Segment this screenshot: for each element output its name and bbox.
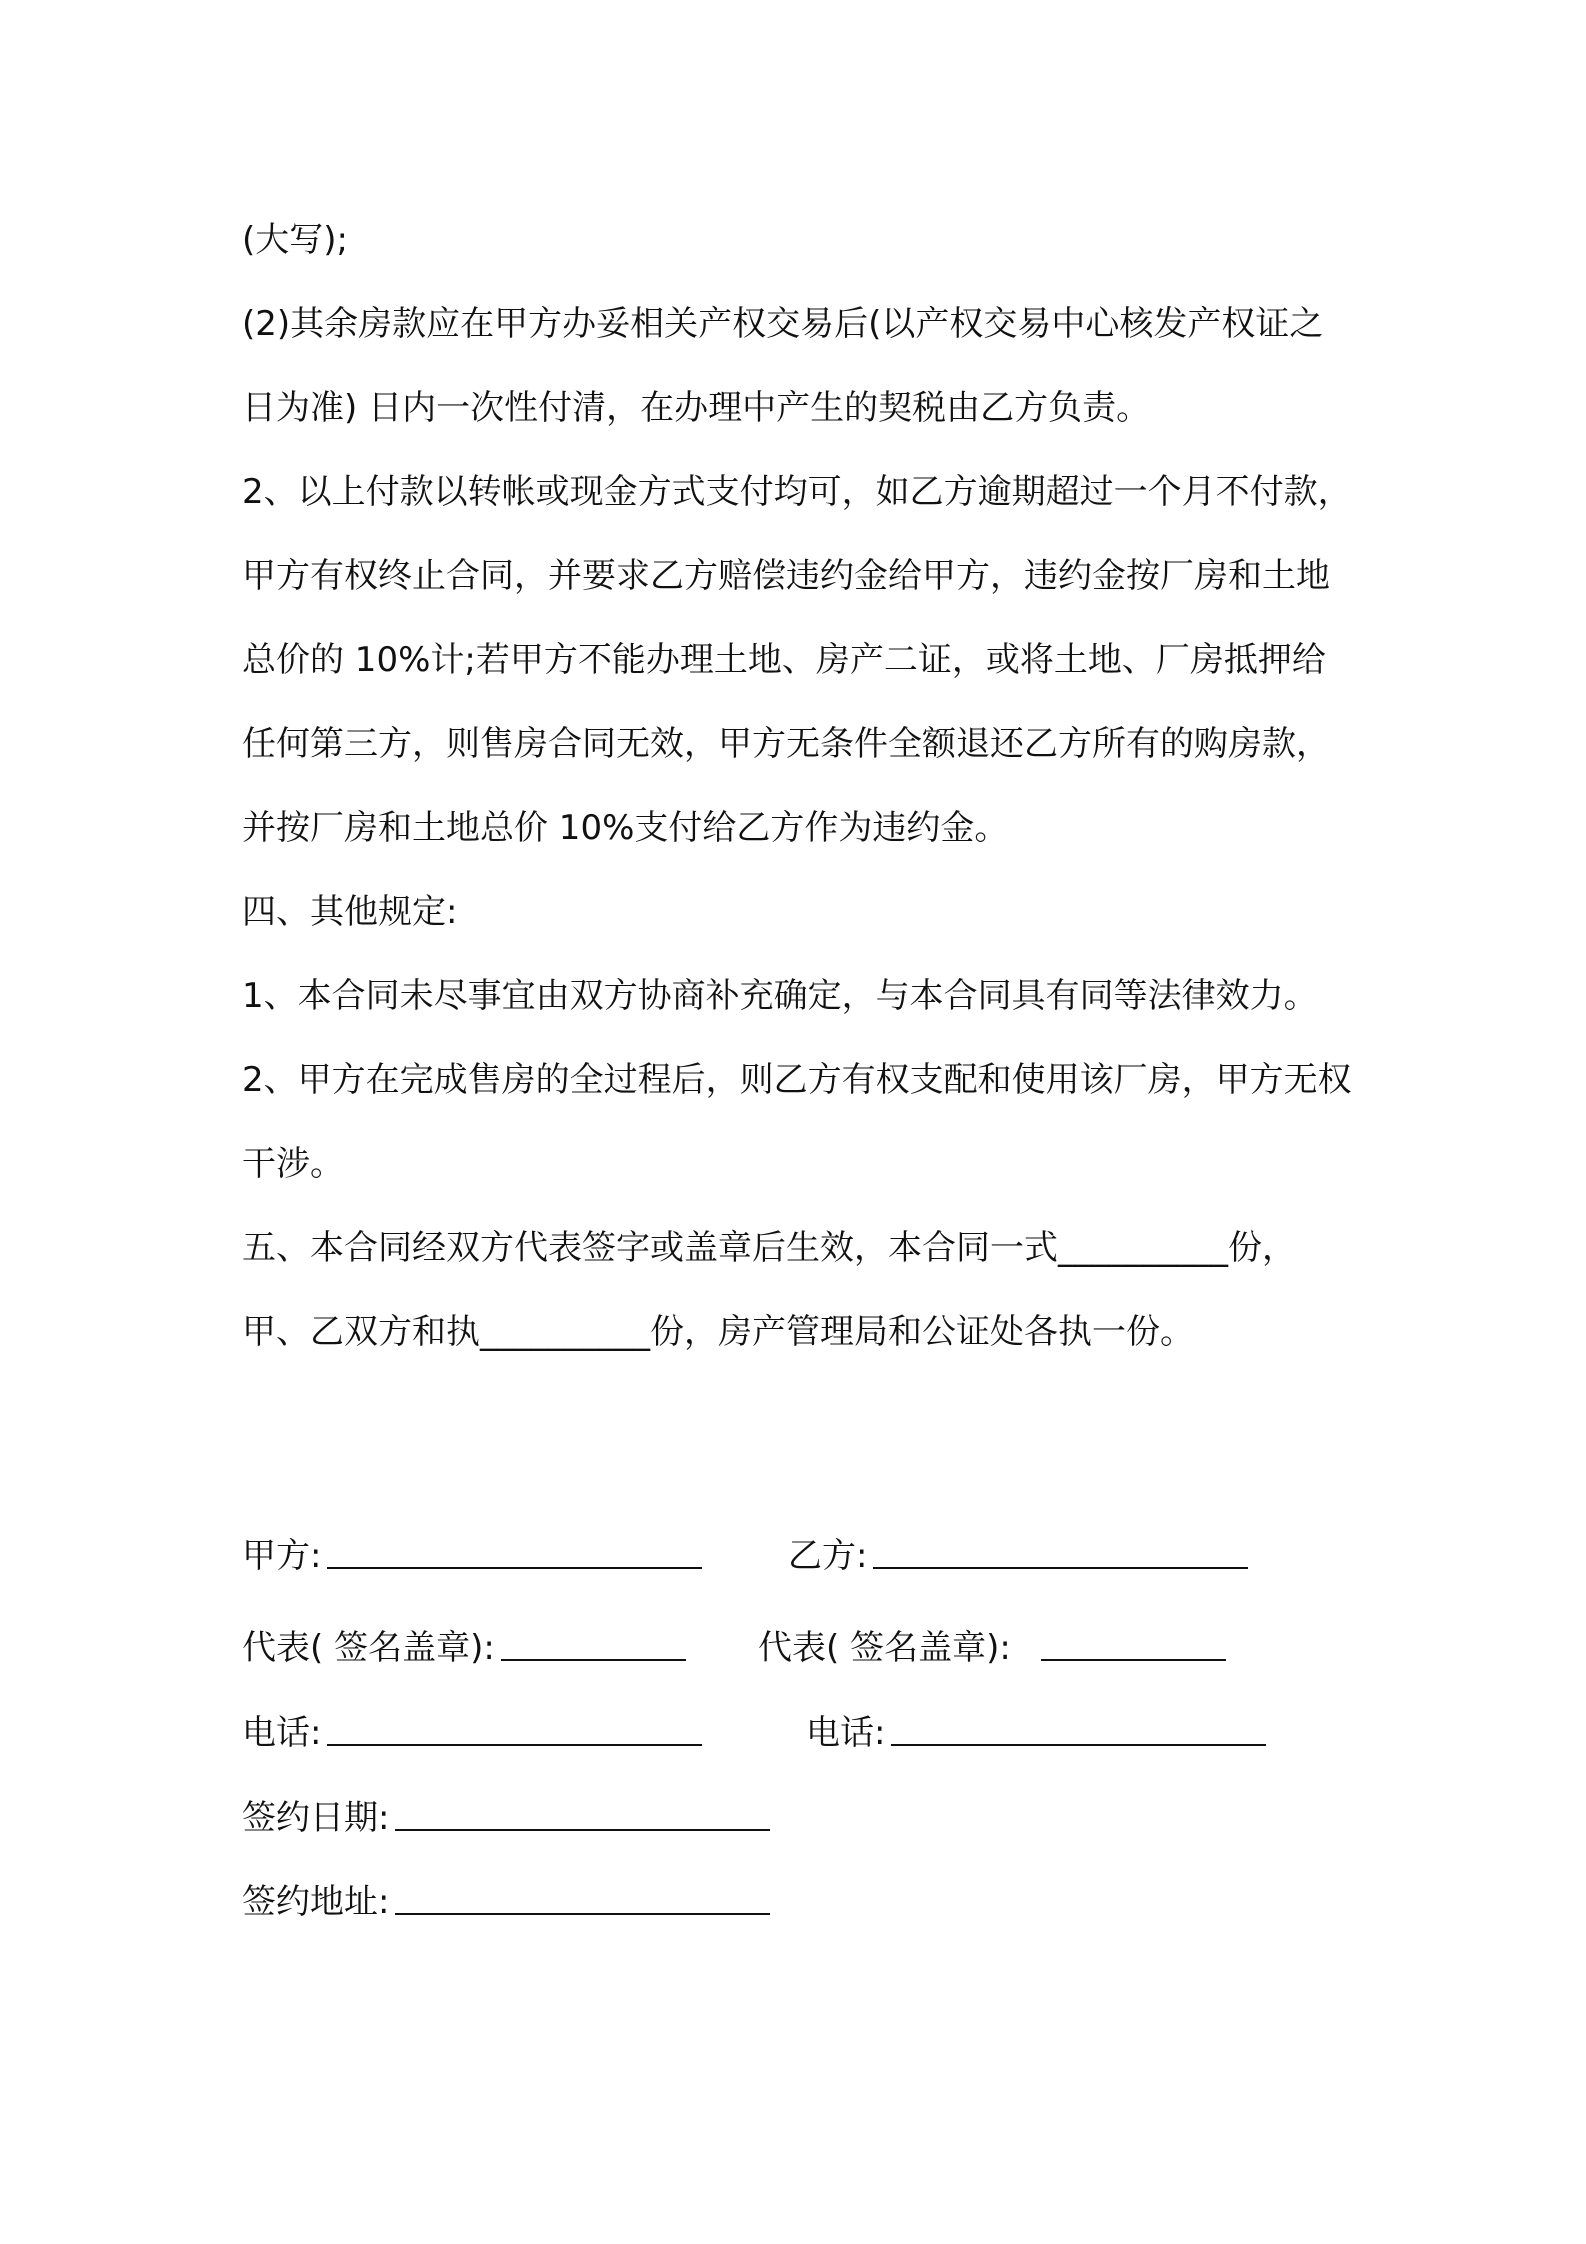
section-heading-other-provisions: 四、其他规定:: [242, 892, 458, 932]
party-a-blank: [327, 1533, 702, 1569]
paragraph-usage-rights: 2、甲方在完成售房的全过程后，则乙方有权支配和使用该厂房，甲方无权干涉。: [242, 1060, 1352, 1184]
rep-b-label: 代表( 签名盖章):: [758, 1628, 1011, 1668]
party-b-blank: [873, 1533, 1248, 1569]
rep-a-label: 代表( 签名盖章):: [242, 1628, 495, 1668]
signature-row-phones: [242, 1703, 1357, 1763]
paragraph-supplementary-terms: 1、本合同未尽事宜由双方协商补充确定，与本合同具有同等法律效力。: [242, 976, 1318, 1016]
party-b-label: 乙方:: [788, 1536, 868, 1576]
phone-a-blank: [327, 1710, 702, 1746]
rep-a-blank: [501, 1625, 686, 1661]
paragraph-remaining-payment: (2)其余房款应在甲方办妥相关产权交易后(以产权交易中心核发产权证之日为准) 日内一次性付清，在办理中产生的契税由乙方负责。: [242, 304, 1324, 428]
address-label: 签约地址:: [242, 1882, 390, 1922]
address-blank: [395, 1879, 770, 1915]
contract-body: [242, 198, 1357, 1374]
rep-b-field: [758, 1618, 1226, 1678]
party-a-field: [242, 1526, 702, 1586]
signature-row-parties: [242, 1526, 1357, 1586]
phone-b-blank: [891, 1710, 1266, 1746]
phone-b-label: 电话:: [806, 1713, 886, 1753]
signature-row-representatives: [242, 1618, 1357, 1678]
date-label: 签约日期:: [242, 1798, 390, 1838]
paragraph-payment-method: 2、以上付款以转帐或现金方式支付均可，如乙方逾期超过一个月不付款，甲方有权终止合同，并要求乙方赔偿违约金给甲方，违约金按厂房和土地总价的 10%计;若甲方不能办理土地、房产二证，或将土地、厂房抵押给任何第三方，则售房合同无效，甲方无条件全额退还乙方所有的购房款，并按厂房和土地总价 10%支付给乙方作为违约金。: [242, 472, 1352, 848]
signature-row-date: [242, 1788, 1357, 1848]
signature-row-address: [242, 1872, 1357, 1932]
phone-a-label: 电话:: [242, 1713, 322, 1753]
paragraph-effectiveness: 五、本合同经双方代表签字或盖章后生效，本合同一式__________份，甲、乙双方和执__________份，房产管理局和公证处各执一份。: [242, 1228, 1296, 1352]
rep-a-field: [242, 1618, 686, 1678]
phone-b-field: [806, 1703, 1266, 1763]
phone-a-field: [242, 1703, 702, 1763]
date-blank: [395, 1795, 770, 1831]
date-field: [242, 1788, 770, 1848]
address-field: [242, 1872, 770, 1932]
paragraph-amount-in-words: (大写);: [242, 220, 348, 260]
rep-b-blank: [1041, 1625, 1226, 1661]
party-a-label: 甲方:: [242, 1536, 322, 1576]
party-b-field: [788, 1526, 1248, 1586]
